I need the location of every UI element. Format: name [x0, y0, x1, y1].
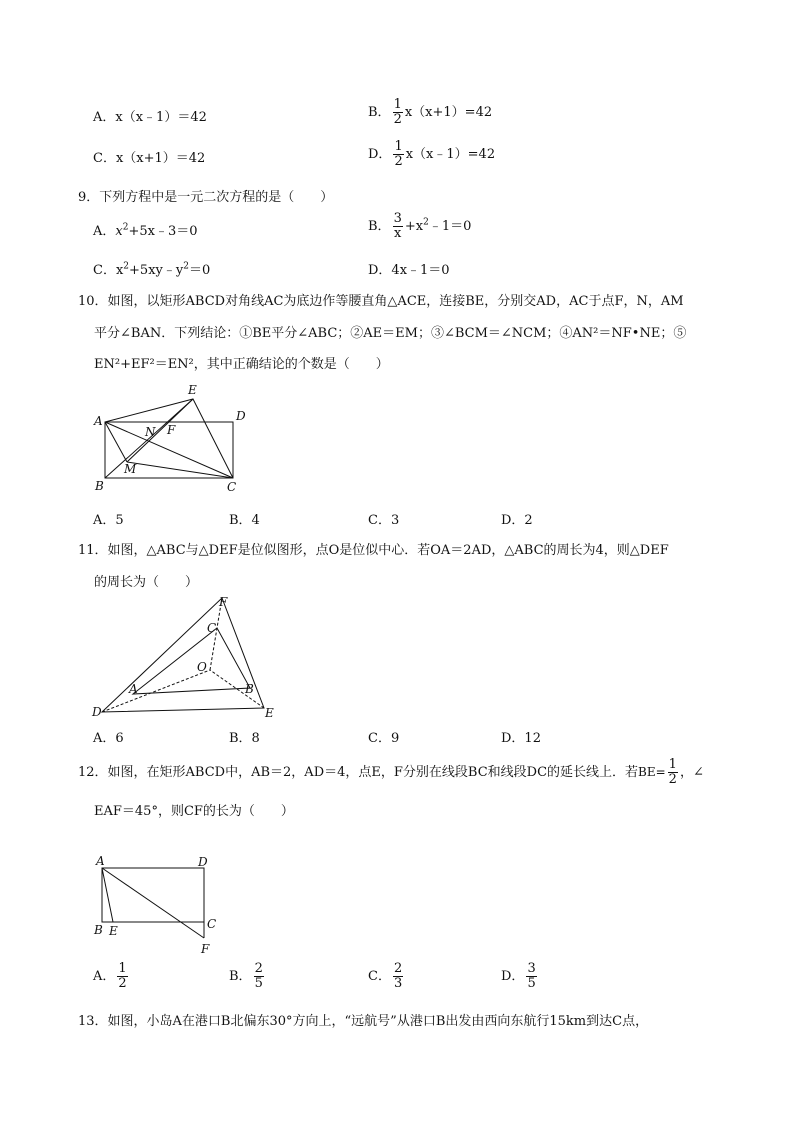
fraction: $\frac{3}{x}$ — [393, 211, 402, 241]
q11-stem-line1: 11．如图，△ABC与△DEF是位似图形，点O是位似中心．若OA＝2AD，△ABC的周长为4，则△DEF — [78, 543, 669, 558]
q9-option-b: B． $\frac{3}{x}$ $+x^2﹣1=0$ — [368, 211, 472, 241]
q9-stem: 9．下列方程中是一元二次方程的是（ ） — [78, 190, 334, 205]
q9-option-a: A．$x^2+5x﹣3=0$ — [93, 222, 198, 239]
label-n: N — [145, 425, 156, 439]
label-d: D — [198, 855, 208, 869]
label-b: B — [94, 923, 103, 937]
q12-option-b: B． $\frac{2}{5}$ — [229, 961, 263, 991]
label-b: B — [95, 479, 104, 493]
q13-stem-line1: 13．如图，小岛A在港口B北偏东30°方向上，“远航号”从港口B出发由西向东航行15km到达C点， — [78, 1014, 649, 1029]
label-f: F — [201, 942, 210, 956]
q10-stem-line2: 平分∠BAN．下列结论：①BE平分∠ABC；②AE＝EM；③∠BCM＝∠NCM；④AN²＝NF•NE；⑤ — [94, 326, 687, 341]
label-c: C — [207, 917, 217, 931]
q10-stem-line3: EN²+EF²＝EN²，其中正确结论的个数是（ ） — [94, 357, 389, 372]
label-m: M — [124, 462, 137, 476]
label-a: A — [96, 854, 105, 868]
segment-ae — [102, 868, 113, 922]
fraction: $\frac{1}{2}$ — [394, 139, 403, 169]
label-d: D — [92, 705, 102, 719]
q8-option-a: A．x（x﹣1）＝42 — [93, 110, 207, 125]
fraction: $\frac{2}{3}$ — [393, 961, 403, 991]
q9-option-c: C．$x^2+5xy﹣y^2=0$ — [93, 261, 211, 278]
q12-option-d: D． $\frac{3}{5}$ — [501, 961, 536, 991]
triangle-abc — [133, 628, 250, 694]
q12-option-c: C． $\frac{2}{3}$ — [368, 961, 403, 991]
label-f: F — [167, 423, 176, 437]
label-e: E — [109, 924, 118, 938]
q10-option-b: B．4 — [229, 513, 260, 528]
q9-option-d: D．4x﹣1＝0 — [368, 263, 450, 278]
q8-option-c: C．x（x+1）＝42 — [93, 151, 206, 166]
q11-figure — [88, 590, 288, 725]
label-e: E — [188, 383, 197, 397]
label-b: B — [245, 682, 254, 696]
label-a: A — [94, 414, 103, 428]
q12-option-a: A． $\frac{1}{2}$ — [93, 961, 127, 991]
label-c: C — [227, 480, 237, 494]
q11-option-d: D．12 — [501, 731, 541, 746]
q8-option-b: B． $\frac{1}{2}$ x（x+1）=42 — [368, 97, 493, 127]
fraction: $\frac{1}{2}$ — [393, 97, 402, 127]
q12-stem-line1: 12．如图，在矩形ABCD中，AB＝2，AD＝4，点E，F分别在线段BC和线段DC的延长线上．若BE= $\frac{1}{2}$ ，∠ — [78, 757, 704, 787]
label-c: C — [207, 621, 217, 635]
q10-option-a: A．5 — [93, 513, 124, 528]
q11-stem-line2: 的周长为（ ） — [94, 575, 199, 590]
q10-stem-line1: 10．如图，以矩形ABCD对角线AC为底边作等腰直角△ACE，连接BE，分别交AD，AC于点F，N，AM — [78, 294, 684, 309]
fraction: $\frac{2}{5}$ — [254, 961, 263, 991]
rectangle-abcd — [102, 868, 204, 922]
q11-option-c: C．9 — [368, 731, 400, 746]
q10-option-c: C．3 — [368, 513, 400, 528]
q12-stem-line2: EAF＝45°，则CF的长为（ ） — [94, 804, 294, 819]
q10-figure — [90, 378, 260, 496]
fraction: $\frac{3}{5}$ — [527, 961, 536, 991]
q8-option-d: D． $\frac{1}{2}$ x（x﹣1）=42 — [368, 139, 496, 169]
q12-figure — [88, 852, 228, 962]
segment-mc — [127, 462, 233, 478]
segment-me — [127, 399, 193, 462]
label-d: D — [236, 409, 246, 423]
fraction: $\frac{1}{2}$ — [668, 757, 677, 787]
segment-am — [105, 422, 127, 462]
label-e: E — [265, 706, 274, 720]
fraction: $\frac{1}{2}$ — [118, 961, 127, 991]
label-o: O — [197, 660, 207, 674]
q10-option-d: D．2 — [501, 513, 533, 528]
label-a: A — [129, 682, 138, 696]
label-f: F — [219, 595, 228, 609]
q11-option-a: A．6 — [93, 731, 124, 746]
q11-option-b: B．8 — [229, 731, 260, 746]
